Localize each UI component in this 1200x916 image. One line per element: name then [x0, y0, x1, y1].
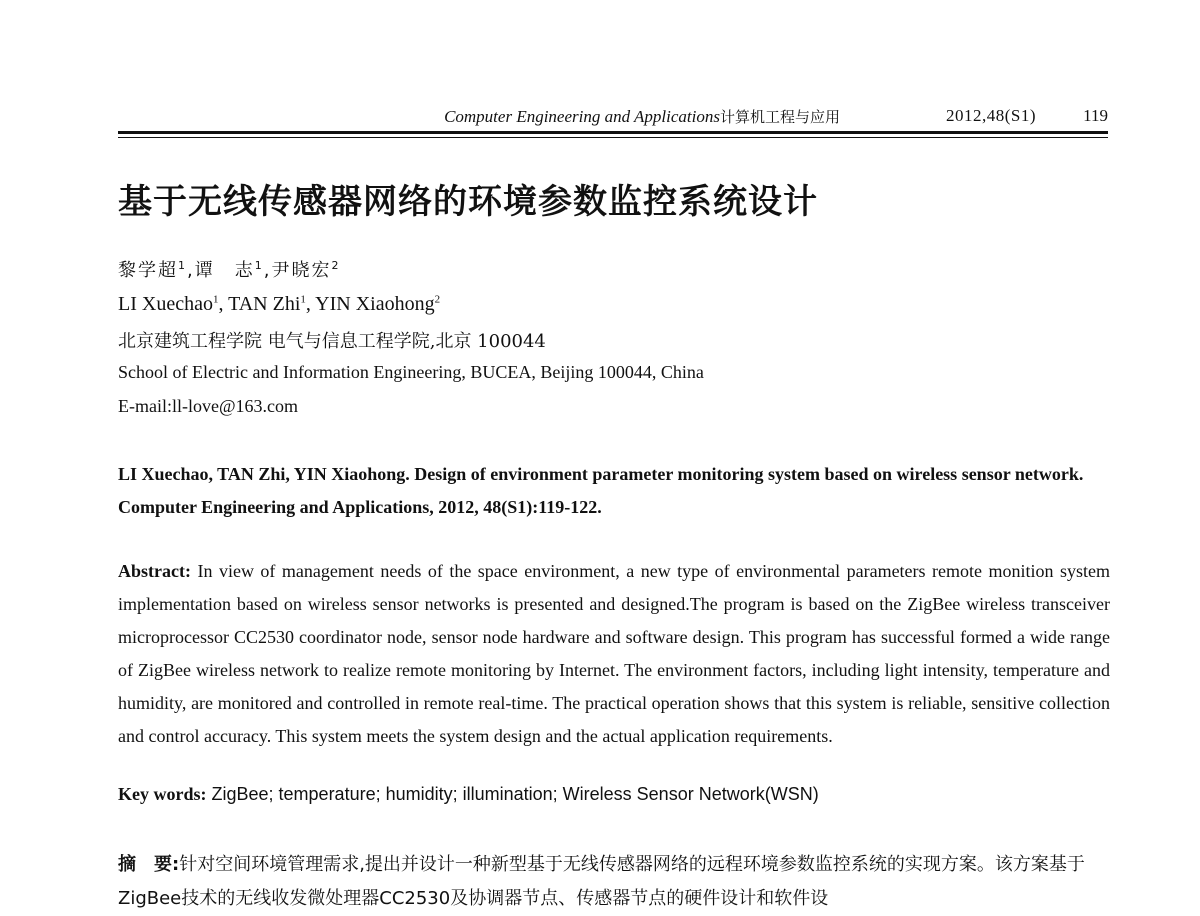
author-cn-1: 黎学超: [118, 260, 178, 281]
author-cn-2: 谭 志: [194, 260, 255, 281]
page-number: 119: [1083, 106, 1108, 125]
header-rule-thick: [118, 131, 1108, 134]
separator: ,: [305, 293, 316, 315]
affil-mark: 2: [434, 293, 441, 306]
authors-en: [118, 293, 440, 316]
author-en-1: LI Xuechao: [118, 293, 213, 315]
keywords-text: ZigBee; temperature; humidity; illumination; Wireless Sensor Network(WSN): [206, 784, 819, 804]
journal-name-en: Computer Engineering and Applications: [444, 107, 720, 126]
journal-name: [444, 106, 840, 127]
header-rule-thin: [118, 137, 1108, 138]
paper-title: 基于无线传感器网络的环境参数监控系统设计: [118, 182, 818, 222]
separator: ,: [263, 260, 272, 281]
citation: LI Xuechao, TAN Zhi, YIN Xiaohong. Design of environment parameter monitoring system based on wireless sensor network. Computer Engineering and Applications, 2012, 48(S1):119-122.: [118, 464, 1084, 517]
authors-cn: [118, 256, 340, 282]
email-address: E-mail:ll-love@163.com: [118, 396, 299, 416]
author-en-2: TAN Zhi: [228, 293, 301, 315]
separator: ,: [218, 293, 229, 315]
affil-mark: 1: [178, 259, 187, 272]
abstract-cn: [118, 848, 1110, 916]
running-header: [118, 100, 1108, 128]
author-en-3: YIN Xiaohong: [315, 293, 435, 315]
keywords: [118, 784, 1110, 805]
abstract-label: Abstract:: [118, 561, 191, 581]
keywords-label: Key words:: [118, 784, 207, 804]
affil-mark: 2: [331, 259, 341, 272]
abstract-cn-text: 针对空间环境管理需求,提出并设计一种新型基于无线传感器网络的远程环境参数监控系统的实现方案。该方案基于ZigBee技术的无线收发微处理器CC2530及协调器节点、传感器节点的硬件设计和软件设: [118, 854, 1085, 909]
separator: ,: [187, 260, 195, 281]
affil-mark: 1: [300, 293, 306, 306]
journal-name-cn: 计算机工程与应用: [719, 108, 840, 126]
affiliation-cn: 北京建筑工程学院 电气与信息工程学院,北京 100044: [118, 331, 546, 352]
affil-mark: 1: [254, 259, 264, 272]
journal-issue: 2012,48(S1): [945, 106, 1036, 125]
affiliation-en: School of Electric and Information Engineering, BUCEA, Beijing 100044, China: [118, 362, 704, 382]
abstract: [118, 555, 1110, 753]
author-cn-3: 尹晓宏: [271, 260, 332, 281]
affil-mark: 1: [212, 293, 219, 306]
abstract-text: In view of management needs of the space environment, a new type of environmental parameters remote monition system implementation based on wireless sensor networks is presented and designed.The program is based on the ZigBee wireless transceiver microprocessor CC2530 coordinator node, sensor node hardware and software design. This program has successful formed a wide range of ZigBee wireless network to realize remote monitoring by Internet. The environment factors, including light intensity, temperature and humidity, are monitored and controlled in remote real-time. The practical operation shows that this system is reliable, sensitive collection and control accuracy. This system meets the system design and the actual application requirements.: [118, 561, 1110, 746]
abstract-cn-label: 摘 要:: [118, 854, 180, 875]
